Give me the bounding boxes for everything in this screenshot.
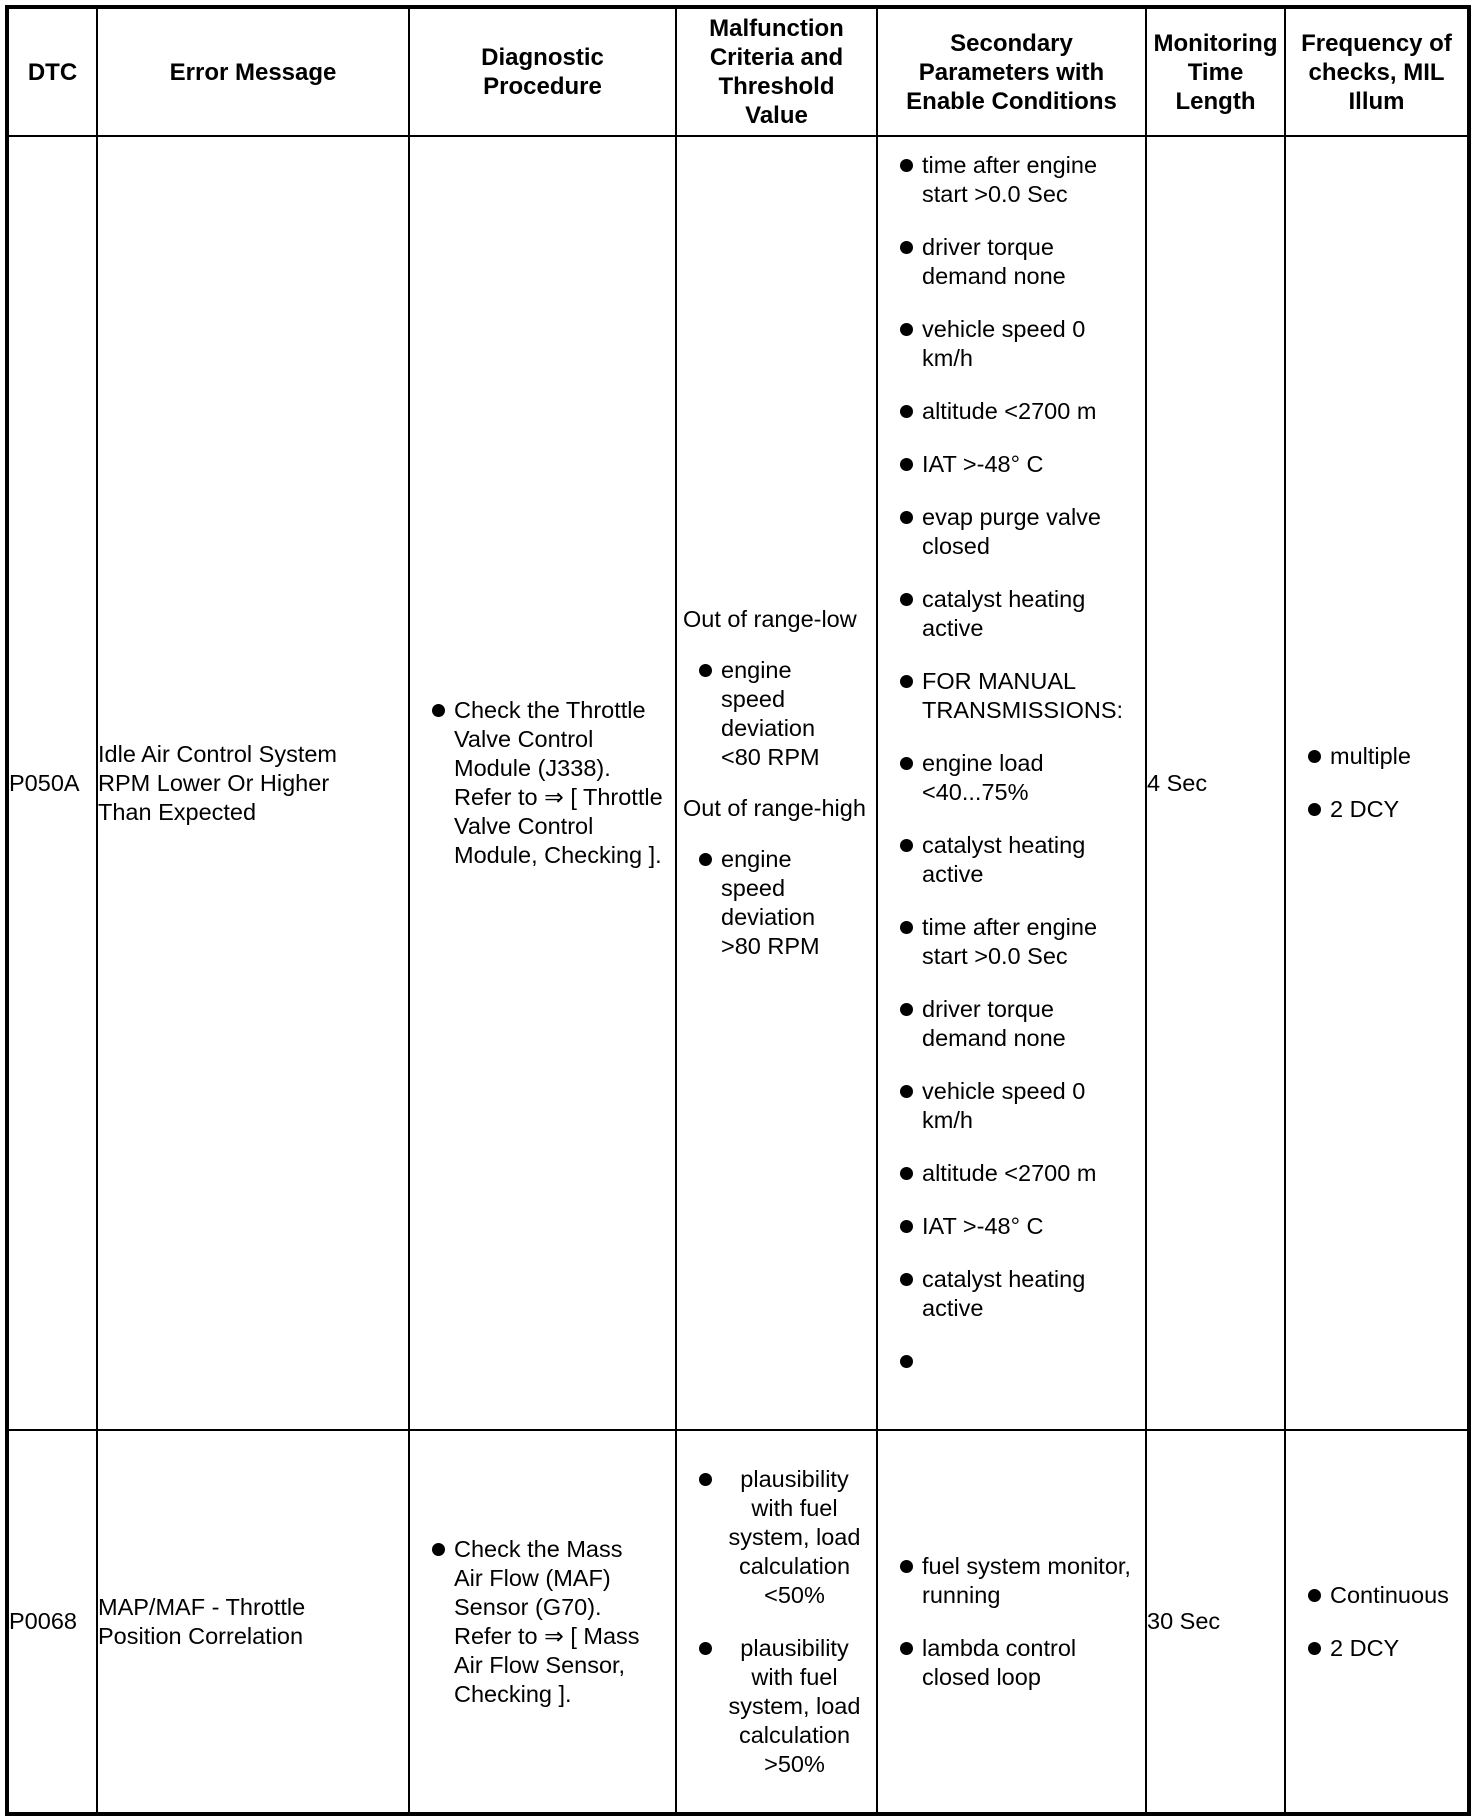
bullet-icon <box>900 1167 913 1180</box>
list-item: driver torque demand none <box>878 233 1135 291</box>
bullet-icon <box>900 1273 913 1286</box>
list-item: multiple <box>1286 742 1467 771</box>
list-item: plausibility with fuel system, load calculation <50% <box>677 1465 868 1610</box>
list-item <box>878 1347 1135 1376</box>
list-item: vehicle speed 0 km/h <box>878 315 1135 373</box>
list-item: FOR MANUAL TRANSMISSIONS: <box>878 667 1135 725</box>
criteria-high-label: Out of range-high <box>683 795 866 821</box>
header-dtc: DTC <box>7 7 97 136</box>
list-item: catalyst heating active <box>878 1265 1135 1323</box>
diagnostic-procedure <box>409 1430 676 1814</box>
bullet-icon <box>699 1642 712 1655</box>
secondary-parameters <box>877 136 1146 1430</box>
header-secondary-parameters: Secondary Parameters with Enable Conditions <box>877 7 1146 136</box>
bullet-icon <box>1308 1642 1321 1655</box>
bullet-icon <box>432 704 445 717</box>
list-item: catalyst heating active <box>878 831 1135 889</box>
list-item: Continuous <box>1286 1581 1467 1610</box>
list-item: time after engine start >0.0 Sec <box>878 151 1135 209</box>
bullet-icon <box>900 323 913 336</box>
list-item: plausibility with fuel system, load calculation >50% <box>677 1634 868 1779</box>
secondary-parameters <box>877 1430 1146 1814</box>
bullet-icon <box>1308 803 1321 816</box>
diagnostic-procedure <box>409 136 676 1430</box>
list-item: engine speed deviation <80 RPM <box>677 656 876 772</box>
header-error-message: Error Message <box>97 7 409 136</box>
malfunction-criteria <box>676 136 877 1430</box>
bullet-icon <box>900 511 913 524</box>
monitoring-time: 30 Sec <box>1146 1430 1285 1814</box>
list-item: evap purge valve closed <box>878 503 1135 561</box>
dtc-code: P050A <box>7 136 97 1430</box>
header-frequency: Frequency of checks, MIL Illum <box>1285 7 1469 136</box>
list-item: IAT >-48° C <box>878 1212 1135 1241</box>
list-item: fuel system monitor, running <box>878 1552 1135 1610</box>
bullet-icon <box>900 675 913 688</box>
bullet-icon <box>1308 750 1321 763</box>
bullet-icon <box>900 405 913 418</box>
dtc-table <box>5 5 1471 1816</box>
malfunction-criteria <box>676 1430 877 1814</box>
list-item: time after engine start >0.0 Sec <box>878 913 1135 971</box>
list-item: Check the Mass Air Flow (MAF) Sensor (G70). Refer to ⇒ [ Mass Air Flow Sensor, Checking ]. <box>410 1535 667 1709</box>
header-row <box>7 7 1469 136</box>
frequency <box>1285 136 1469 1430</box>
bullet-icon <box>900 593 913 606</box>
list-item: catalyst heating active <box>878 585 1135 643</box>
bullet-icon <box>900 159 913 172</box>
list-item: engine load <40...75% <box>878 749 1135 807</box>
list-item: vehicle speed 0 km/h <box>878 1077 1135 1135</box>
table-row <box>7 1430 1469 1814</box>
frequency <box>1285 1430 1469 1814</box>
list-item: engine speed deviation >80 RPM <box>677 845 876 961</box>
table-row <box>7 136 1469 1430</box>
bullet-icon <box>900 1003 913 1016</box>
bullet-icon <box>900 1355 913 1368</box>
list-item: lambda control closed loop <box>878 1634 1135 1692</box>
bullet-icon <box>699 1473 712 1486</box>
list-item: IAT >-48° C <box>878 450 1135 479</box>
list-item: altitude <2700 m <box>878 397 1135 426</box>
list-item: 2 DCY <box>1286 1634 1467 1663</box>
list-item: driver torque demand none <box>878 995 1135 1053</box>
bullet-icon <box>900 1085 913 1098</box>
criteria-low-label: Out of range-low <box>683 606 857 632</box>
bullet-icon <box>1308 1589 1321 1602</box>
monitoring-time: 4 Sec <box>1146 136 1285 1430</box>
bullet-icon <box>699 853 712 866</box>
error-message: MAP/MAF - Throttle Position Correlation <box>97 1430 409 1814</box>
bullet-icon <box>900 921 913 934</box>
header-monitoring-time: Monitoring Time Length <box>1146 7 1285 136</box>
dtc-code: P0068 <box>7 1430 97 1814</box>
list-item: Check the Throttle Valve Control Module (J338). Refer to ⇒ [ Throttle Valve Control Module, Checking ]. <box>410 696 667 870</box>
bullet-icon <box>900 1220 913 1233</box>
bullet-icon <box>900 839 913 852</box>
bullet-icon <box>699 664 712 677</box>
bullet-icon <box>900 757 913 770</box>
bullet-icon <box>900 241 913 254</box>
bullet-icon <box>900 458 913 471</box>
bullet-icon <box>900 1560 913 1573</box>
list-item: altitude <2700 m <box>878 1159 1135 1188</box>
header-malfunction-criteria: Malfunction Criteria and Threshold Value <box>676 7 877 136</box>
bullet-icon <box>432 1543 445 1556</box>
error-message: Idle Air Control System RPM Lower Or Higher Than Expected <box>97 136 409 1430</box>
bullet-icon <box>900 1642 913 1655</box>
list-item: 2 DCY <box>1286 795 1467 824</box>
header-diagnostic-procedure: Diagnostic Procedure <box>409 7 676 136</box>
